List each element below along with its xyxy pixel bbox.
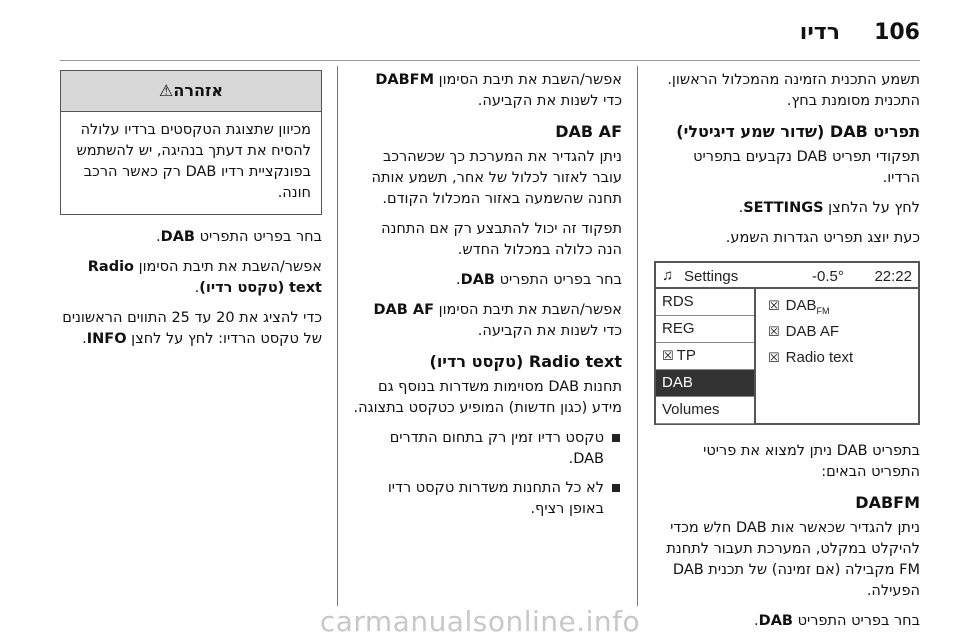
- menu-item-dab[interactable]: DAB: [656, 370, 754, 397]
- enable-dabfm-instruction: אפשר/השבת את תיבת הסימון DABFM כדי לשנות את הקביעה.: [375, 72, 622, 109]
- column-left: [60, 70, 322, 359]
- checkbox-icon: ☒: [662, 348, 674, 363]
- display-settings-paragraph: כעת יוצג תפריט הגדרות השמע.: [725, 230, 920, 246]
- page-section-title: רדיו: [799, 20, 840, 45]
- dab-menu-paragraph: תפקודי תפריט DAB נקבעים בתפריט הרדיו.: [693, 149, 920, 186]
- warning-box: [60, 70, 322, 215]
- heading-dabfm: DABFM: [855, 493, 920, 512]
- screen-status-bar: [656, 263, 918, 289]
- warning-title: אזהרה: [173, 81, 223, 100]
- checkbox-icon: ☒: [768, 324, 780, 339]
- option-radio-text[interactable]: ☒ Radio text: [768, 349, 854, 366]
- dabfm-paragraph: ניתן להגדיר שכאשר אות DAB חלש מכדי להיקלט במקלט, המערכת תעבור לתחנת FM מקבילה (אם זמינה) של תכנית DAB הפעילה.: [666, 520, 920, 599]
- option-dab-af[interactable]: ☒ DAB AF: [768, 323, 840, 340]
- settings-instruction: לחץ על הלחצן SETTINGS.: [738, 200, 920, 216]
- enable-radio-text-instruction: אפשר/השבת את תיבת הסימון Radio text (טקסט רדיו).: [87, 259, 322, 296]
- screen-menu: [656, 289, 756, 423]
- music-note-icon: ♫: [662, 267, 674, 284]
- screen-options: [768, 293, 853, 371]
- warning-triangle-icon: ⚠: [158, 81, 174, 100]
- heading-radio-text: Radio text (טקסט רדיו): [429, 352, 622, 371]
- choose-dab-instruction: בחר בפריט התפריט DAB.: [456, 272, 622, 288]
- info-instruction: כדי להציג את 20 עד 25 התווים הראשונים של טקסט הרדיו: לחץ על לחצן INFO.: [62, 310, 322, 347]
- list-item: לא כל התחנות משדרות טקסט רדיו באופן רציף.: [352, 478, 622, 520]
- menu-item-rds[interactable]: RDS: [656, 289, 754, 316]
- choose-dab-instruction: בחר בפריט התפריט DAB.: [754, 613, 920, 629]
- radio-text-bullets: [352, 428, 622, 520]
- list-item: טקסט רדיו זמין רק בתחום התדרים DAB.: [352, 428, 622, 470]
- header-rule: [60, 60, 920, 61]
- menu-items-intro: בתפריט DAB ניתן למצוא את פריטי התפריט הבאים:: [703, 443, 920, 480]
- screen-title: Settings: [684, 268, 739, 285]
- page-header: [60, 0, 920, 58]
- column-divider-left: [337, 66, 338, 606]
- page-number: 106: [874, 20, 920, 45]
- dab-af-paragraph: ניתן להגדיר את המערכת כך שכשהרכב עובר לאזור לכלול של אחר, תשמע אותה תחנה שהשמעה באזור המכלול הקודם.: [371, 149, 622, 207]
- warning-header: [61, 71, 321, 112]
- option-dabfm[interactable]: ☒ $DAB_{FM}$: [768, 297, 830, 316]
- intro-paragraph: תשמע התכנית הזמינה מהמכלול הראשון. התכנית מסומנת בחץ.: [667, 72, 920, 109]
- checkbox-icon: ☒: [768, 350, 780, 365]
- heading-dab-af: DAB AF: [555, 122, 622, 141]
- watermark: carmanualsonline.info: [319, 605, 641, 638]
- radio-text-paragraph: תחנות DAB מסוימות משדרות בנוסף גם מידע (כגון חדשות) המופיע כטקסט בתצוגה.: [353, 379, 622, 416]
- dab-af-note: תפקוד זה יכול להתבצע רק אם התחנה הנה כלולה במכלול החדש.: [381, 221, 622, 258]
- settings-screen-illustration: [654, 261, 920, 425]
- screen-clock: 22:22: [874, 268, 912, 285]
- checkbox-icon: ☒: [768, 298, 780, 313]
- column-middle: [352, 70, 622, 528]
- screen-temperature: -0.5°: [812, 268, 844, 285]
- column-divider-right: [637, 66, 638, 606]
- menu-item-reg[interactable]: REG: [656, 316, 754, 343]
- heading-dab-menu: תפריט DAB (שדור שמע דיגיטלי): [676, 122, 920, 141]
- warning-text: מכיוון שתצוגת הטקסטים ברדיו עלולה להסיח את דעתך בנהיגה, יש להשתמש בפונקציית רדיו DAB רק כאשר הרכב חונה.: [76, 122, 311, 201]
- settings-key: SETTINGS: [743, 200, 824, 216]
- menu-item-volumes[interactable]: Volumes: [656, 397, 754, 424]
- column-right: [652, 70, 920, 641]
- info-key: INFO: [86, 331, 127, 347]
- menu-item-tp[interactable]: ☒ TP: [656, 343, 754, 370]
- choose-dab-instruction: בחר בפריט התפריט DAB.: [156, 229, 322, 245]
- enable-dab-af-instruction: אפשר/השבת את תיבת הסימון DAB AF כדי לשנות את הקביעה.: [373, 302, 622, 339]
